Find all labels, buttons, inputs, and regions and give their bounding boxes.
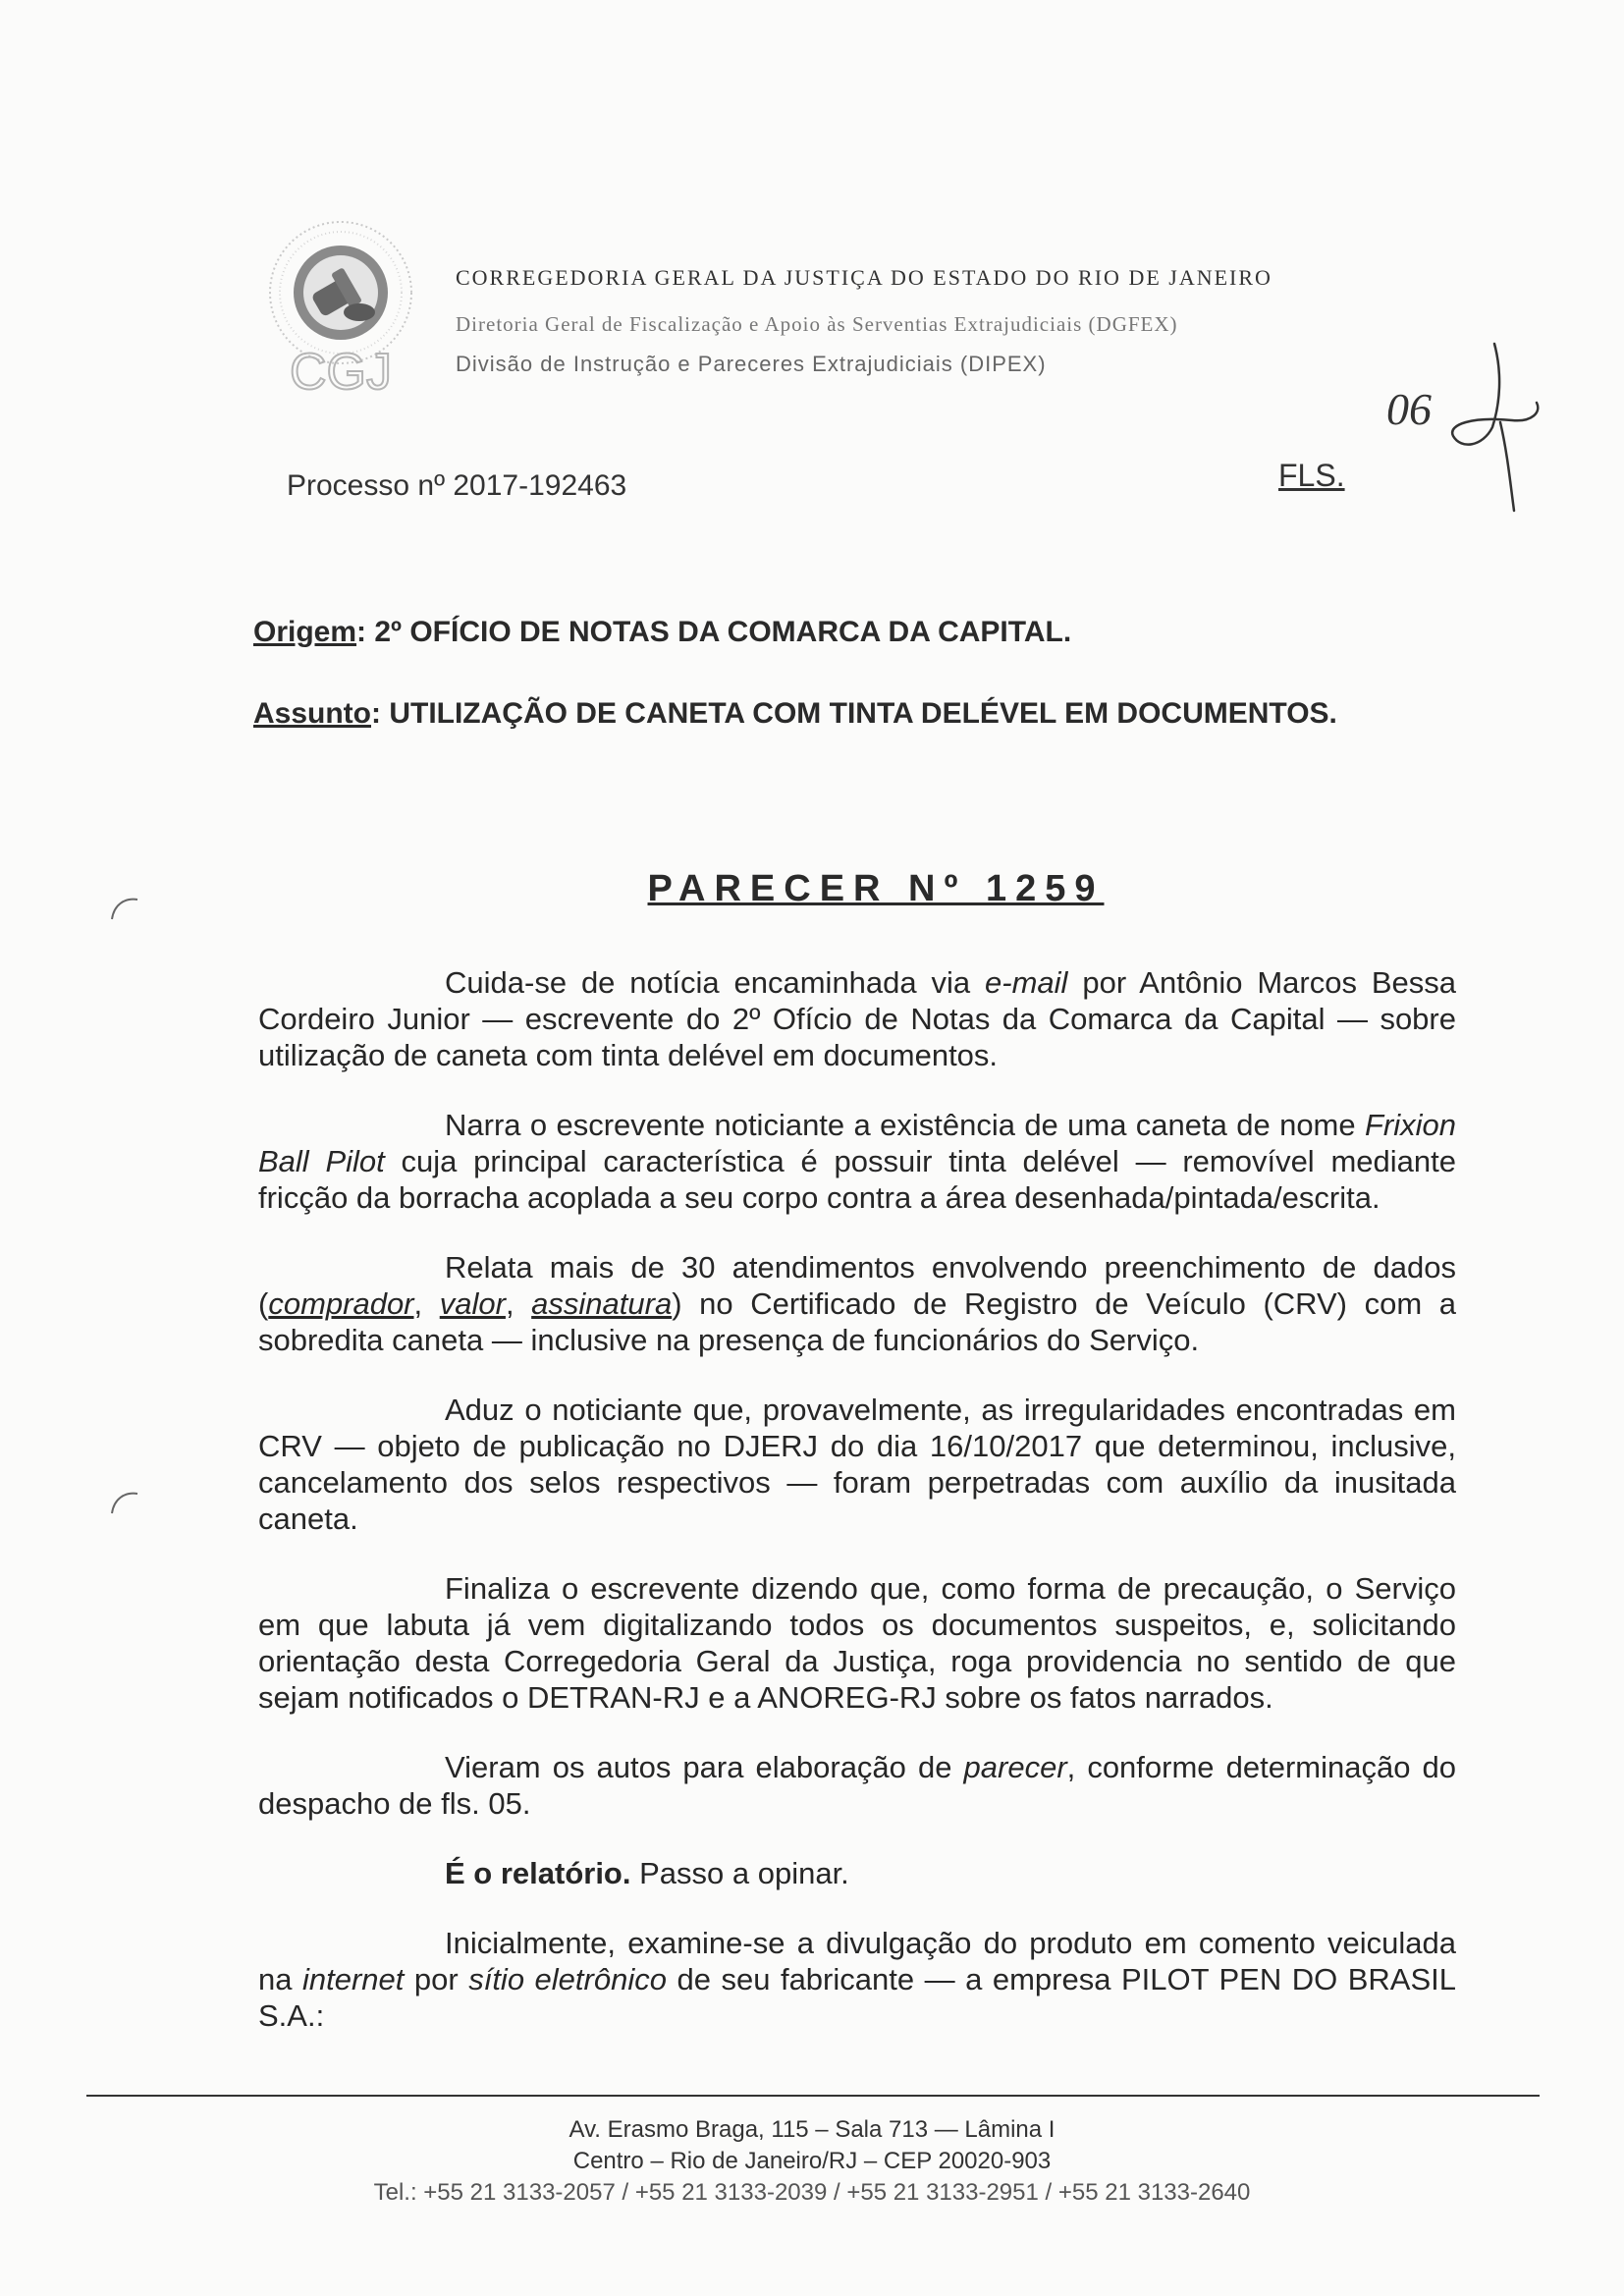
- paragraph-7: É o relatório. Passo a opinar.: [445, 1856, 849, 1890]
- letterhead-org: CORREGEDORIA GERAL DA JUSTIÇA DO ESTADO DO RIO DE JANEIRO: [456, 265, 1272, 290]
- assunto-label: Assunto: [253, 697, 371, 730]
- paragraph-5: Finaliza o escrevente dizendo que, como forma de precaução, o Serviço em que labuta já vem digitalizando todos os documentos suspeitos, e, solicitando orientação desta Corregedoria Geral da Justiça, roga providencia no sentido de que sejam notificados o DETRAN-RJ e a ANOREG-RJ sobre os fatos narrados.: [258, 1571, 1456, 1715]
- paragraph-6: Vieram os autos para elaboração de parecer, conforme determinação do despacho de fls. 05.: [258, 1750, 1456, 1821]
- footer-phones: Tel.: +55 21 3133-2057 / +55 21 3133-2039 / +55 21 3133-2951 / +55 21 3133-2640: [373, 2179, 1251, 2206]
- handwritten-page-number: [1384, 334, 1561, 520]
- paragraph-1: Cuida-se de notícia encaminhada via e-mail por Antônio Marcos Bessa Cordeiro Junior — escrevente do 2º Ofício de Notas da Comarca da Capital — sobre utilização de caneta com tinta delével em documentos.: [258, 965, 1456, 1072]
- paragraph-4: Aduz o noticiante que, provavelmente, as irregularidades encontradas em CRV — objeto de publicação no DJERJ do dia 16/10/2017 que determinou, inclusive, cancelamento dos selos respectivos — foram perpetradas com auxílio da inusitada caneta.: [258, 1393, 1456, 1536]
- origem-value: : 2º OFÍCIO DE NOTAS DA COMARCA DA CAPITAL.: [356, 616, 1072, 648]
- assunto-line: [253, 697, 1337, 731]
- origem-line: [253, 616, 1071, 649]
- fls-label: FLS.: [1278, 458, 1345, 493]
- document-title: [0, 868, 1624, 910]
- assunto-value: : UTILIZAÇÃO DE CANETA COM TINTA DELÉVEL EM DOCUMENTOS.: [371, 697, 1337, 730]
- cgj-logo: [257, 214, 424, 401]
- letterhead-directorate: Diretoria Geral de Fiscalização e Apoio às Serventias Extrajudiciais (DGFEX): [456, 312, 1178, 336]
- punch-hole-mark: [108, 894, 141, 927]
- paragraph-8: Inicialmente, examine-se a divulgação do produto em comento veiculada na internet por sítio eletrônico de seu fabricante — a empresa PILOT PEN DO BRASIL S.A.:: [258, 1926, 1456, 2033]
- punch-hole-mark: [108, 1488, 141, 1521]
- document-body: [258, 964, 1456, 2067]
- footer-address-1: Av. Erasmo Braga, 115 – Sala 713 — Lâmina I: [568, 2116, 1056, 2143]
- footer-address-2: Centro – Rio de Janeiro/RJ – CEP 20020-903: [572, 2148, 1052, 2174]
- origem-label: Origem: [253, 616, 357, 648]
- title-text: PARECER Nº 1259: [647, 868, 1105, 909]
- letterhead-division: Divisão de Instrução e Pareceres Extrajudiciais (DIPEX): [456, 352, 1047, 376]
- paragraph-2: Narra o escrevente noticiante a existência de uma caneta de nome Frixion Ball Pilot cuja principal característica é possuir tinta delével — removível mediante fricção da borracha acoplada a seu corpo contra a área desenhada/pintada/escrita.: [258, 1108, 1456, 1215]
- handwritten-number-text: 06: [1386, 384, 1432, 434]
- paragraph-3: Relata mais de 30 atendimentos envolvendo preenchimento de dados (comprador, valor, assinatura) no Certificado de Registro de Veículo (CRV) com a sobredita caneta — inclusive na presença de funcionários do Serviço.: [258, 1250, 1456, 1357]
- cgj-logo-text: CGJ: [290, 344, 392, 401]
- footer-divider: [86, 2095, 1540, 2097]
- process-number: Processo nº 2017-192463: [287, 469, 627, 502]
